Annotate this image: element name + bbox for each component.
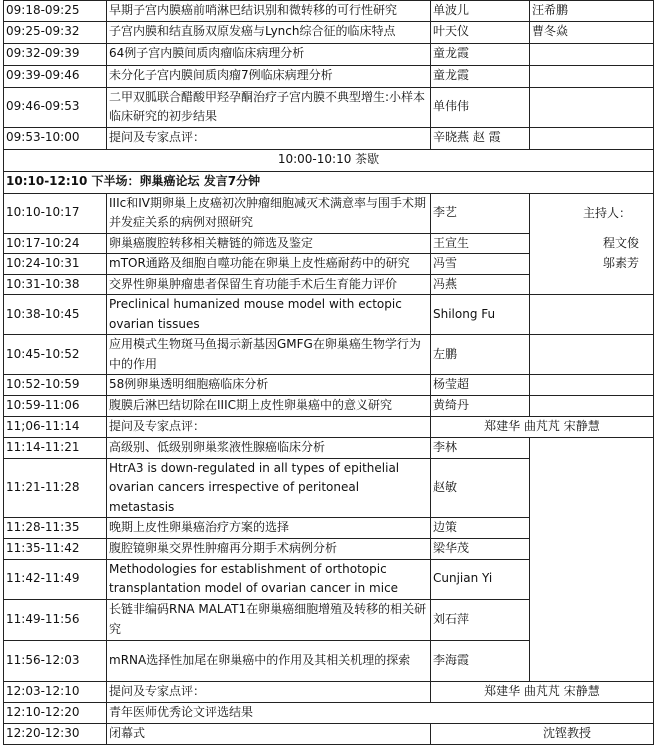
empty-cell bbox=[530, 274, 654, 295]
empty-cell bbox=[530, 437, 654, 458]
table-row bbox=[4, 396, 654, 417]
time-cell: 11:28-11:35 bbox=[4, 518, 107, 539]
title-cell: 子宫内膜和结直肠双原发癌与Lynch综合征的临床特点 bbox=[107, 21, 431, 43]
time-cell: 12:10-12:20 bbox=[4, 702, 107, 723]
empty-cell bbox=[530, 87, 654, 127]
speaker-cell: 左鹏 bbox=[431, 335, 530, 375]
speaker-cell: 单波儿 bbox=[431, 1, 530, 22]
time-cell: 11:21-11:28 bbox=[4, 458, 107, 518]
speaker-cell: 童龙霞 bbox=[431, 65, 530, 87]
empty-cell bbox=[530, 518, 654, 539]
speaker-cell: 刘石萍 bbox=[431, 599, 530, 640]
title-cell: 二甲双胍联合醋酸甲羟孕酮治疗子宫内膜不典型增生:小样本临床研究的初步结果 bbox=[107, 87, 431, 127]
title-cell: IIIc和IV期卵巢上皮癌初次肿瘤细胞减灭术满意率与围手术期并发症关系的病例对照研究 bbox=[107, 193, 431, 233]
time-cell: 10:10-10:17 bbox=[4, 193, 107, 233]
tea-break-cell: 10:00-10:10 茶歇 bbox=[4, 149, 654, 171]
expert-panel: 郑建华 曲芃芃 宋静慧 bbox=[431, 417, 654, 438]
title-cell: mTOR通路及细胞自噬功能在卵巢上皮性癌耐药中的研究 bbox=[107, 254, 431, 275]
table-row bbox=[4, 375, 654, 396]
speaker-cell: 边策 bbox=[431, 518, 530, 539]
title-cell: 青年医师优秀论文评选结果 bbox=[107, 702, 654, 723]
empty-cell bbox=[530, 375, 654, 396]
time-cell: 11:14-11:21 bbox=[4, 437, 107, 458]
chair-cell: 曹冬焱 bbox=[530, 21, 654, 43]
time-cell: 09:32-09:39 bbox=[4, 43, 107, 65]
title-cell: 闭幕式 bbox=[107, 723, 431, 744]
expert-panel: 郑建华 曲芃芃 宋静慧 bbox=[431, 681, 654, 702]
time-cell: 11:56-12:03 bbox=[4, 640, 107, 681]
empty-cell bbox=[530, 43, 654, 65]
speaker-cell: 童龙霞 bbox=[431, 43, 530, 65]
time-cell: 10:52-10:59 bbox=[4, 375, 107, 396]
time-cell: 11:42-11:49 bbox=[4, 559, 107, 599]
empty-cell bbox=[530, 127, 654, 149]
table-row bbox=[4, 458, 654, 518]
time-cell: 11;06-11:14 bbox=[4, 417, 107, 438]
time-cell: 10:31-10:38 bbox=[4, 274, 107, 295]
table-row bbox=[4, 233, 654, 254]
schedule-table bbox=[3, 0, 654, 745]
title-cell: 提问及专家点评： bbox=[107, 681, 431, 702]
time-cell: 10:17-10:24 bbox=[4, 233, 107, 254]
speaker-cell: 李海霞 bbox=[431, 640, 530, 681]
empty-cell bbox=[530, 396, 654, 417]
review-row bbox=[4, 417, 654, 438]
title-cell: Preclinical humanized mouse model with ectopic ovarian tissues bbox=[107, 295, 431, 335]
speaker-cell: 单伟伟 bbox=[431, 87, 530, 127]
empty-cell bbox=[530, 538, 654, 559]
table-row bbox=[4, 21, 654, 43]
title-cell: 交界性卵巢肿瘤患者保留生育功能手术后生育能力评价 bbox=[107, 274, 431, 295]
empty-cell bbox=[530, 599, 654, 640]
time-cell: 09:39-09:46 bbox=[4, 65, 107, 87]
table-row bbox=[4, 43, 654, 65]
title-cell: Methodologies for establishment of orthotopic transplantation model of ovarian cancer in mice bbox=[107, 559, 431, 599]
speaker-cell: 赵敏 bbox=[431, 458, 530, 518]
title-cell: 卵巢癌腹腔转移相关糖链的筛选及鉴定 bbox=[107, 233, 431, 254]
time-cell: 10:38-10:45 bbox=[4, 295, 107, 335]
review-row bbox=[4, 681, 654, 702]
speaker-cell: 冯燕 bbox=[431, 274, 530, 295]
table-row bbox=[4, 335, 654, 375]
empty-cell bbox=[530, 295, 654, 335]
empty-cell bbox=[530, 458, 654, 518]
title-cell: 提问及专家点评： bbox=[107, 127, 431, 149]
table-row bbox=[4, 437, 654, 458]
time-cell: 10:24-10:31 bbox=[4, 254, 107, 275]
session-header: 10:10-12:10 下半场：卵巢癌论坛 发言7分钟 bbox=[4, 171, 654, 193]
title-cell: 提问及专家点评： bbox=[107, 417, 431, 438]
table-row bbox=[4, 559, 654, 599]
speaker-cell: 黄绮丹 bbox=[431, 396, 530, 417]
title-cell: 58例卵巢透明细胞癌临床分析 bbox=[107, 375, 431, 396]
table-row bbox=[4, 254, 654, 275]
table-row bbox=[4, 193, 654, 233]
table-row bbox=[4, 518, 654, 539]
title-cell: 未分化子宫内膜间质肉瘤7例临床病理分析 bbox=[107, 65, 431, 87]
speaker-cell: 梁华茂 bbox=[431, 538, 530, 559]
title-cell: 64例子宫内膜间质肉瘤临床病理分析 bbox=[107, 43, 431, 65]
time-cell: 09:25-09:32 bbox=[4, 21, 107, 43]
time-cell: 11:49-11:56 bbox=[4, 599, 107, 640]
chair-name-2: 邬素芳 bbox=[530, 254, 654, 275]
title-cell: 应用模式生物斑马鱼揭示新基因GMFG在卵巢癌生物学行为中的作用 bbox=[107, 335, 431, 375]
time-cell: 09:18-09:25 bbox=[4, 1, 107, 22]
title-cell: mRNA选择性加尾在卵巢癌中的作用及其相关机理的探索 bbox=[107, 640, 431, 681]
time-cell: 09:46-09:53 bbox=[4, 87, 107, 127]
title-cell: 早期子宫内膜癌前哨淋巴结识别和微转移的可行性研究 bbox=[107, 1, 431, 22]
table-row bbox=[4, 1, 654, 22]
table-row bbox=[4, 538, 654, 559]
time-cell: 12:03-12:10 bbox=[4, 681, 107, 702]
tea-break-row bbox=[4, 149, 654, 171]
time-cell: 10:45-10:52 bbox=[4, 335, 107, 375]
chair-label: 主持人： bbox=[530, 193, 654, 233]
title-cell: 晚期上皮性卵巢癌治疗方案的选择 bbox=[107, 518, 431, 539]
empty-cell bbox=[530, 335, 654, 375]
title-cell: 高级别、低级别卵巢浆液性腺癌临床分析 bbox=[107, 437, 431, 458]
speaker-cell: 李艺 bbox=[431, 193, 530, 233]
table-row bbox=[4, 295, 654, 335]
table-row bbox=[4, 274, 654, 295]
chair-name-1: 程文俊 bbox=[530, 233, 654, 254]
time-cell: 11:35-11:42 bbox=[4, 538, 107, 559]
session-header-row bbox=[4, 171, 654, 193]
time-cell: 12:20-12:30 bbox=[4, 723, 107, 744]
speaker-cell: 王宣生 bbox=[431, 233, 530, 254]
table-row bbox=[4, 65, 654, 87]
title-cell: 长链非编码RNA MALAT1在卵巢癌细胞增殖及转移的相关研究 bbox=[107, 599, 431, 640]
title-cell: 腹膜后淋巴结切除在IIIC期上皮性卵巢癌中的意义研究 bbox=[107, 396, 431, 417]
table-row bbox=[4, 127, 654, 149]
time-cell: 09:53-10:00 bbox=[4, 127, 107, 149]
title-cell: HtrA3 is down-regulated in all types of epithelial ovarian cancers irrespective of peritoneal metastasis bbox=[107, 458, 431, 518]
awards-row bbox=[4, 702, 654, 723]
table-row bbox=[4, 599, 654, 640]
time-cell: 10:59-11:06 bbox=[4, 396, 107, 417]
speaker-cell: 杨莹超 bbox=[431, 375, 530, 396]
title-cell: 腹腔镜卵巢交界性肿瘤再分期手术病例分析 bbox=[107, 538, 431, 559]
closing-host: 沈铿教授 bbox=[431, 723, 654, 744]
speaker-cell: 辛晓燕 赵 霞 bbox=[431, 127, 530, 149]
speaker-cell: 李林 bbox=[431, 437, 530, 458]
table-row bbox=[4, 640, 654, 681]
empty-cell bbox=[530, 559, 654, 599]
table-row bbox=[4, 87, 654, 127]
speaker-cell: 叶天仪 bbox=[431, 21, 530, 43]
chair-cell: 汪希鹏 bbox=[530, 1, 654, 22]
speaker-cell: 冯雪 bbox=[431, 254, 530, 275]
closing-row bbox=[4, 723, 654, 744]
empty-cell bbox=[530, 640, 654, 681]
speaker-cell: Cunjian Yi bbox=[431, 559, 530, 599]
empty-cell bbox=[530, 65, 654, 87]
speaker-cell: Shilong Fu bbox=[431, 295, 530, 335]
